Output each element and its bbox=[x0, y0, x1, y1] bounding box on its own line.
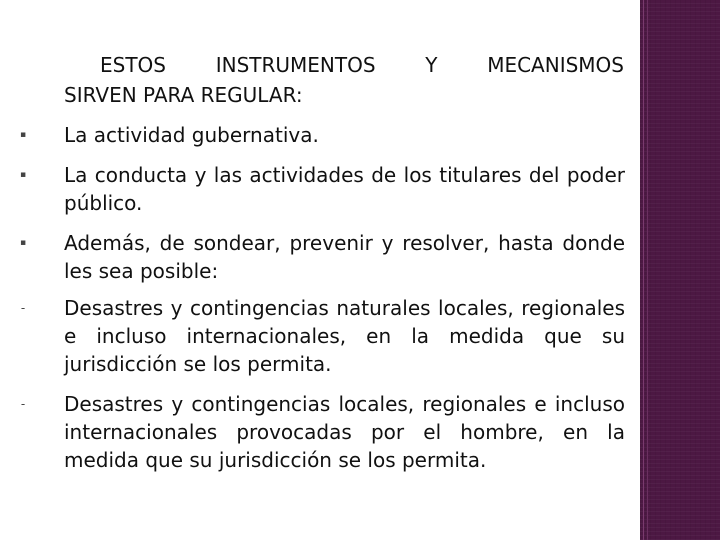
bullet-item-2 bbox=[19, 161, 625, 217]
side-band-edge-line bbox=[647, 0, 648, 540]
sub-item-2 bbox=[20, 390, 625, 474]
square-bullet-icon: ▪ bbox=[19, 130, 27, 140]
heading-line-2: SIRVEN PARA REGULAR: bbox=[64, 83, 303, 107]
bullet-text: La actividad gubernativa. bbox=[64, 123, 319, 147]
square-bullet-icon: ▪ bbox=[19, 170, 27, 180]
sub-item-text: Desastres y contingencias locales, regionales e incluso internacionales provocadas por el hombre, en la medida que su jurisdicción se los permita. bbox=[64, 392, 625, 472]
bullet-item-3 bbox=[19, 229, 625, 285]
bullet-text: Además, de sondear, prevenir y resolver, hasta donde les sea posible: bbox=[64, 231, 625, 283]
dash-bullet-icon: - bbox=[20, 397, 26, 411]
heading-line-1: ESTOS INSTRUMENTOS Y MECANISMOS bbox=[100, 53, 624, 77]
square-bullet-icon: ▪ bbox=[19, 238, 27, 248]
bullet-text: La conducta y las actividades de los titulares del poder público. bbox=[64, 163, 625, 215]
slide-heading bbox=[64, 50, 624, 110]
sub-item-text: Desastres y contingencias naturales locales, regionales e incluso internacionales, en la medida que su jurisdicción se los permita. bbox=[64, 296, 625, 376]
sub-item-1 bbox=[20, 294, 625, 378]
side-band-edge-line bbox=[643, 0, 644, 540]
bullet-item-1 bbox=[19, 121, 625, 149]
decorative-side-band bbox=[640, 0, 720, 540]
dash-bullet-icon: - bbox=[20, 301, 26, 315]
